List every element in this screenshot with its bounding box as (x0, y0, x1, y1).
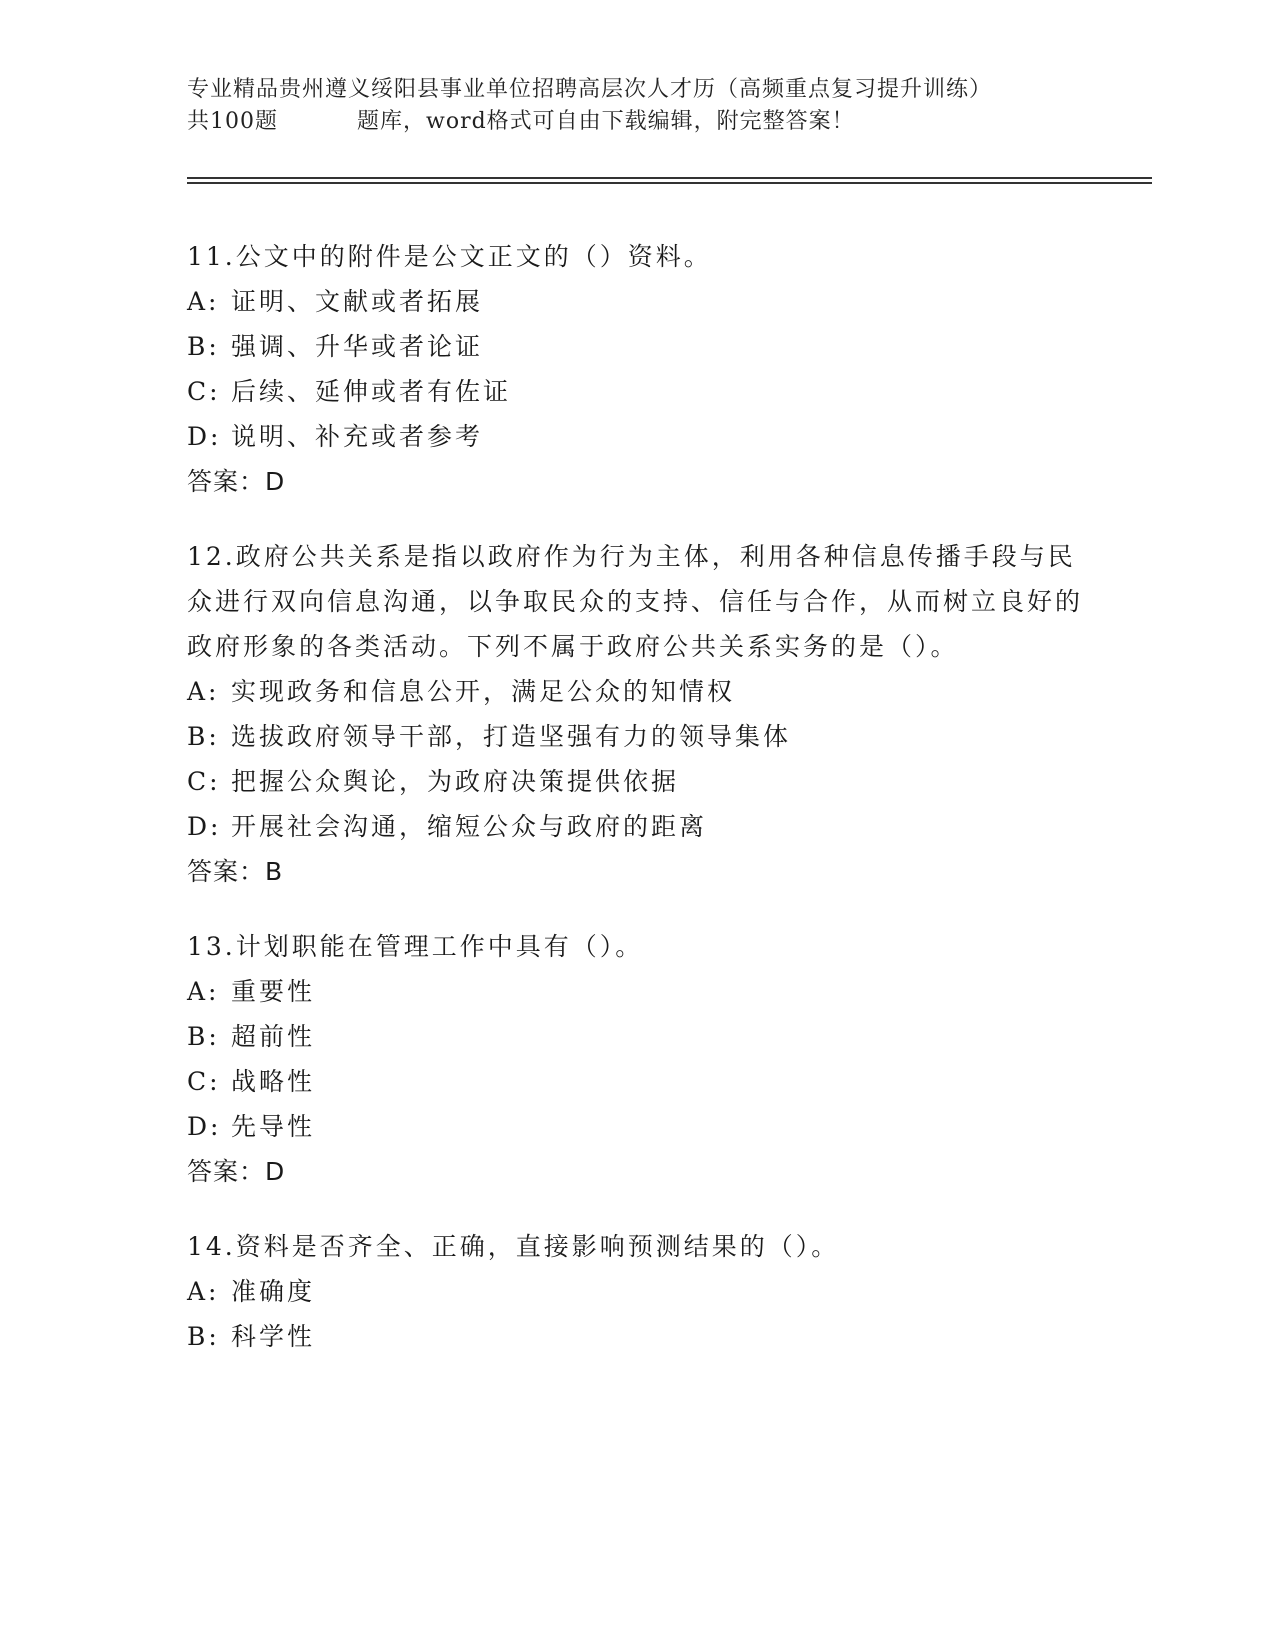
option-letter: D: (187, 812, 222, 841)
option-letter: A: (187, 677, 220, 706)
question-stem: 13.计划职能在管理工作中具有（）。 (187, 932, 644, 961)
option-d (187, 1104, 1087, 1149)
option-letter: B: (187, 722, 220, 751)
header-divider-bottom (187, 182, 1152, 184)
option-b (187, 1014, 1087, 1059)
option-c (187, 369, 1087, 414)
option-text: 说明、补充或者参考 (231, 422, 484, 451)
question-count: 共100题 (187, 109, 278, 134)
option-letter: A: (187, 287, 220, 316)
header-divider-top (187, 177, 1152, 179)
header-subtitle: 题库，word格式可自由下载编辑，附完整答案！ (357, 109, 855, 134)
question-12 (187, 534, 1087, 894)
answer-line: 答案：B (187, 857, 284, 886)
option-letter: D: (187, 1112, 222, 1141)
option-text: 强调、升华或者论证 (231, 332, 484, 361)
option-d (187, 414, 1087, 459)
option-a (187, 279, 1087, 324)
question-11 (187, 234, 1087, 504)
question-stem: 11.公文中的附件是公文正文的（）资料。 (187, 242, 712, 271)
option-text: 开展社会沟通，缩短公众与政府的距离 (231, 812, 708, 841)
option-a (187, 1269, 1087, 1314)
option-text: 准确度 (231, 1277, 316, 1306)
option-letter: B: (187, 1022, 220, 1051)
answer-line: 答案：D (187, 1157, 286, 1186)
option-c (187, 1059, 1087, 1104)
option-letter: B: (187, 1322, 220, 1351)
document-header (187, 74, 1147, 138)
header-subtitle-line (187, 106, 1147, 138)
option-d (187, 804, 1087, 849)
option-text: 重要性 (231, 977, 316, 1006)
option-b (187, 324, 1087, 369)
option-text: 先导性 (231, 1112, 316, 1141)
option-letter: A: (187, 1277, 220, 1306)
option-letter: B: (187, 332, 220, 361)
option-letter: A: (187, 977, 220, 1006)
question-14 (187, 1224, 1087, 1359)
option-b (187, 1314, 1087, 1359)
question-13 (187, 924, 1087, 1194)
question-stem: 14.资料是否齐全、正确，直接影响预测结果的（）。 (187, 1232, 840, 1261)
option-text: 战略性 (231, 1067, 316, 1096)
option-text: 科学性 (231, 1322, 316, 1351)
option-text: 把握公众舆论，为政府决策提供依据 (231, 767, 680, 796)
question-list (187, 234, 1087, 1389)
option-a (187, 669, 1087, 714)
header-title: 专业精品贵州遵义绥阳县事业单位招聘高层次人才历（高频重点复习提升训练） (187, 77, 993, 102)
option-text: 后续、延伸或者有佐证 (231, 377, 512, 406)
option-text: 超前性 (231, 1022, 316, 1051)
option-letter: C: (187, 1067, 221, 1096)
option-text: 证明、文献或者拓展 (231, 287, 484, 316)
option-b (187, 714, 1087, 759)
option-text: 实现政务和信息公开，满足公众的知情权 (231, 677, 736, 706)
option-text: 选拔政府领导干部，打造坚强有力的领导集体 (231, 722, 792, 751)
option-letter: C: (187, 377, 221, 406)
answer-line: 答案：D (187, 467, 286, 496)
question-stem: 12.政府公共关系是指以政府作为行为主体，利用各种信息传播手段与民众进行双向信息沟通，以争取民众的支持、信任与合作，从而树立良好的政府形象的各类活动。下列不属于政府公共关系实务的是（）。 (187, 542, 1084, 661)
option-c (187, 759, 1087, 804)
option-letter: D: (187, 422, 222, 451)
option-a (187, 969, 1087, 1014)
option-letter: C: (187, 767, 221, 796)
